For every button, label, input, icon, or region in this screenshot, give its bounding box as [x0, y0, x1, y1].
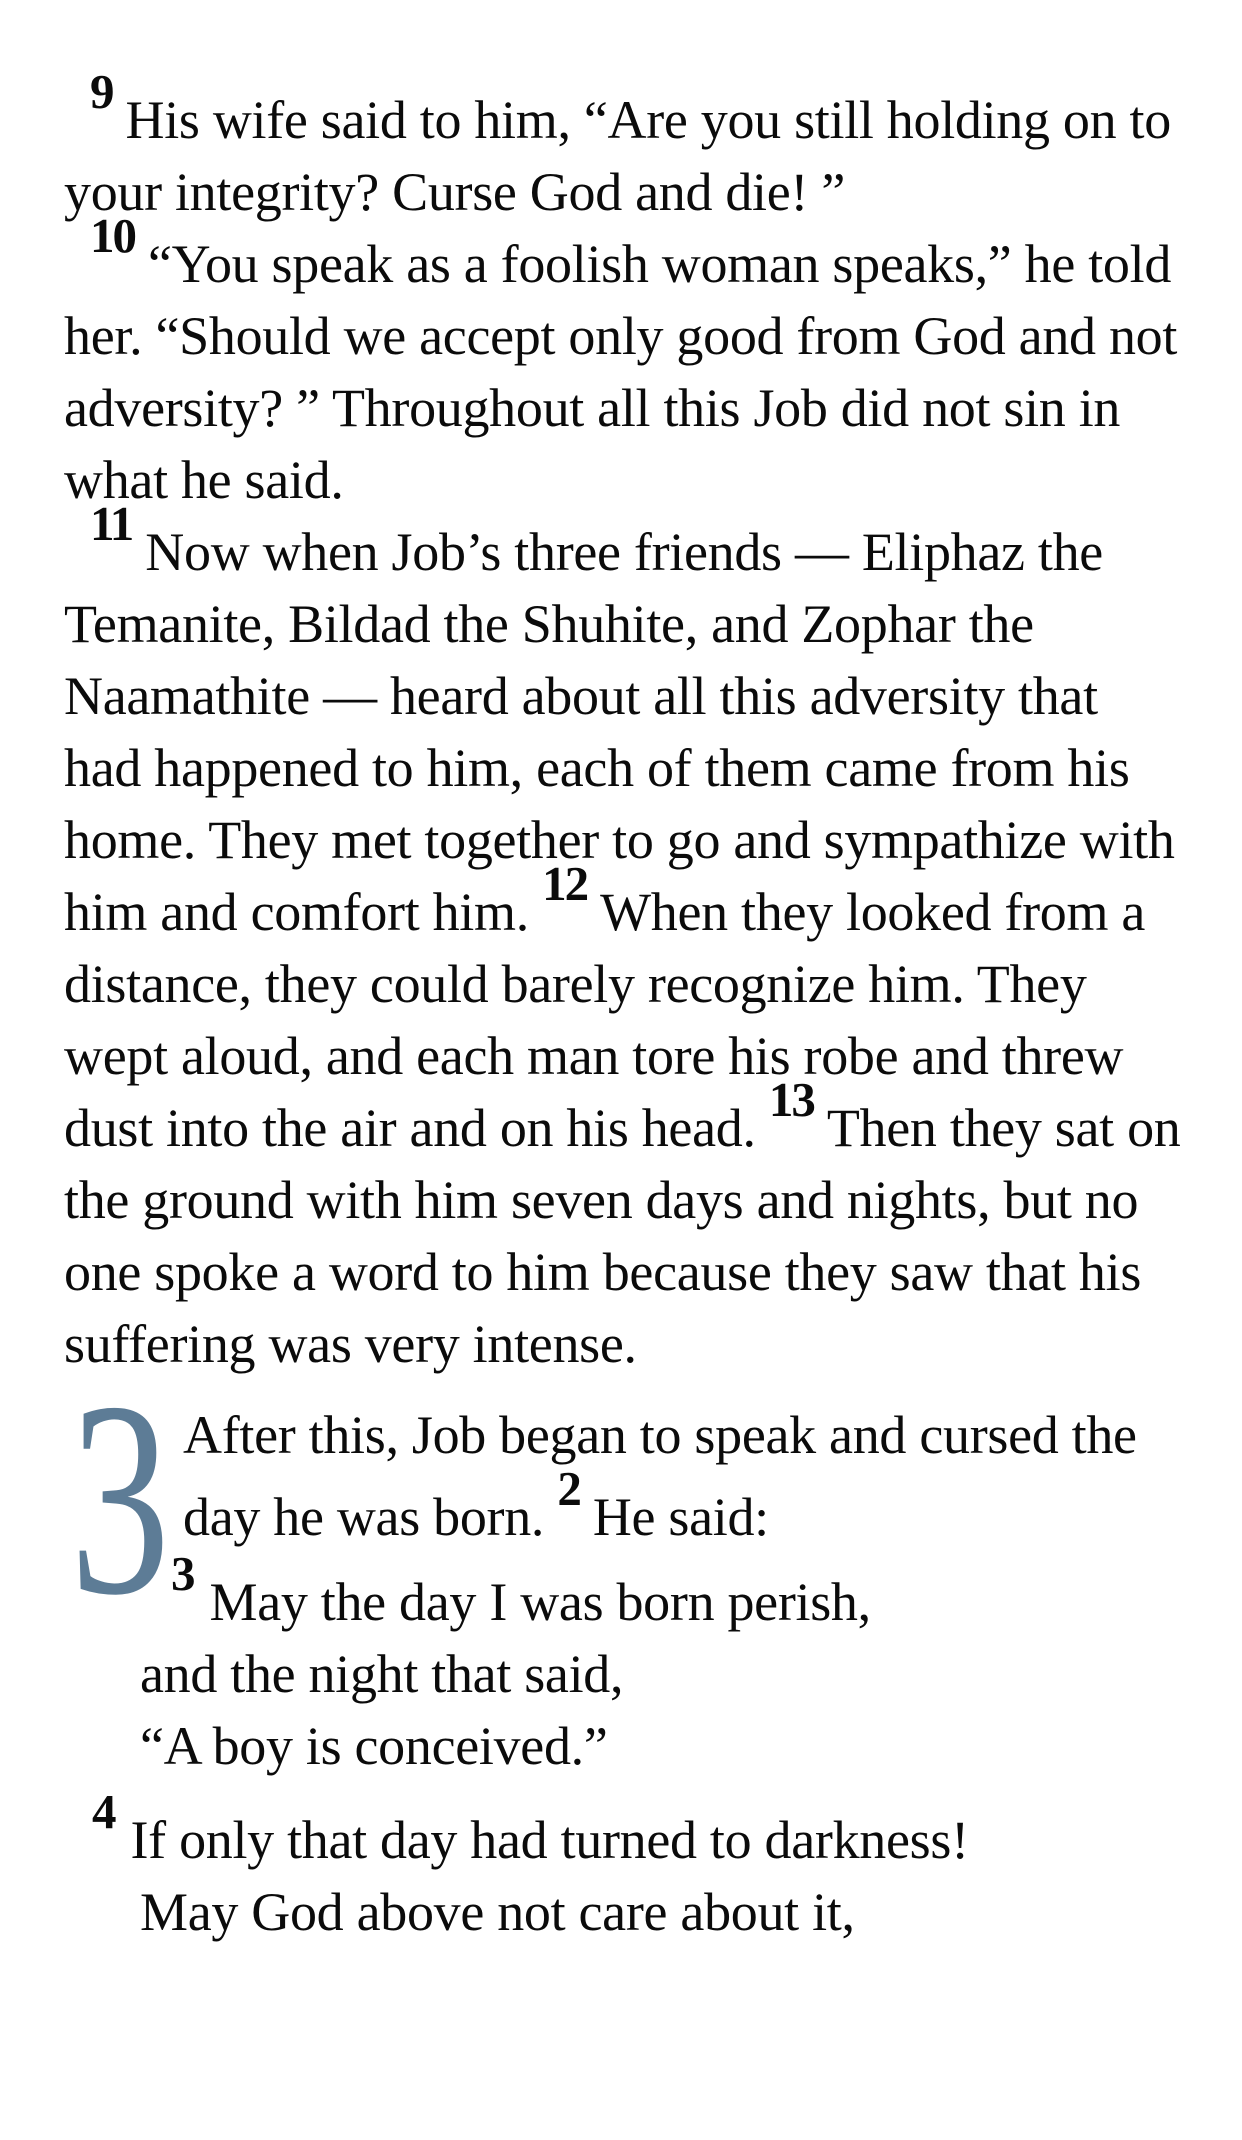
verse-number: 10	[90, 208, 135, 263]
verse-number: 12	[542, 856, 588, 911]
scripture-paragraph	[64, 496, 1186, 1380]
verse-number: 11	[90, 496, 133, 551]
poem-line: “A boy is conceived.”	[140, 1716, 608, 1776]
verse-number: 3	[171, 1546, 194, 1601]
poem-line: 4 If only that day had turned to darkness!	[92, 1784, 969, 1870]
poem-line: and the night that said,	[140, 1644, 624, 1704]
verse-number: 2	[557, 1461, 580, 1516]
poetry-stanza	[64, 1546, 1186, 1782]
verse-number: 4	[92, 1784, 115, 1839]
poem-line: 3 May the day I was born perish,	[171, 1546, 871, 1632]
verse-text: His wife said to him, “Are you still holding on to your integrity? Curse God and die! ”	[64, 90, 1171, 222]
verse-text: After this, Job began to speak and cursed the day he was born.	[183, 1405, 1137, 1547]
verse-text: “You speak as a foolish woman speaks,” he told her. “Should we accept only good from God and not adversity? ” Throughout all this Job did not sin in what he said.	[64, 234, 1178, 510]
verse-number: 13	[768, 1072, 814, 1127]
scripture-paragraph	[64, 208, 1186, 516]
verse-text: When they looked from a distance, they could barely recognize him. They wept aloud, and each man tore his robe and threw dust into the air and on his head.	[64, 882, 1146, 1158]
chapter-number-dropcap: 3	[70, 1345, 170, 1653]
scripture-content	[64, 64, 1186, 1948]
scripture-paragraph	[64, 64, 1186, 228]
poetry-stanza	[64, 1784, 1186, 1948]
verse-text: Now when Job’s three friends — Eliphaz the Temanite, Bildad the Shuhite, and Zophar the Naamathite — heard about all this adversity that had happened to him, each of them came from his home. They met together to go and sympathize with him and comfort him.	[64, 522, 1175, 942]
verse-text: Then they sat on the ground with him seven days and nights, but no one spoke a word to him because they saw that his suffering was very intense.	[64, 1098, 1181, 1374]
poem-line: May God above not care about it,	[140, 1882, 855, 1942]
verse-number: 9	[90, 64, 113, 119]
verse-text: He said:	[592, 1487, 769, 1547]
